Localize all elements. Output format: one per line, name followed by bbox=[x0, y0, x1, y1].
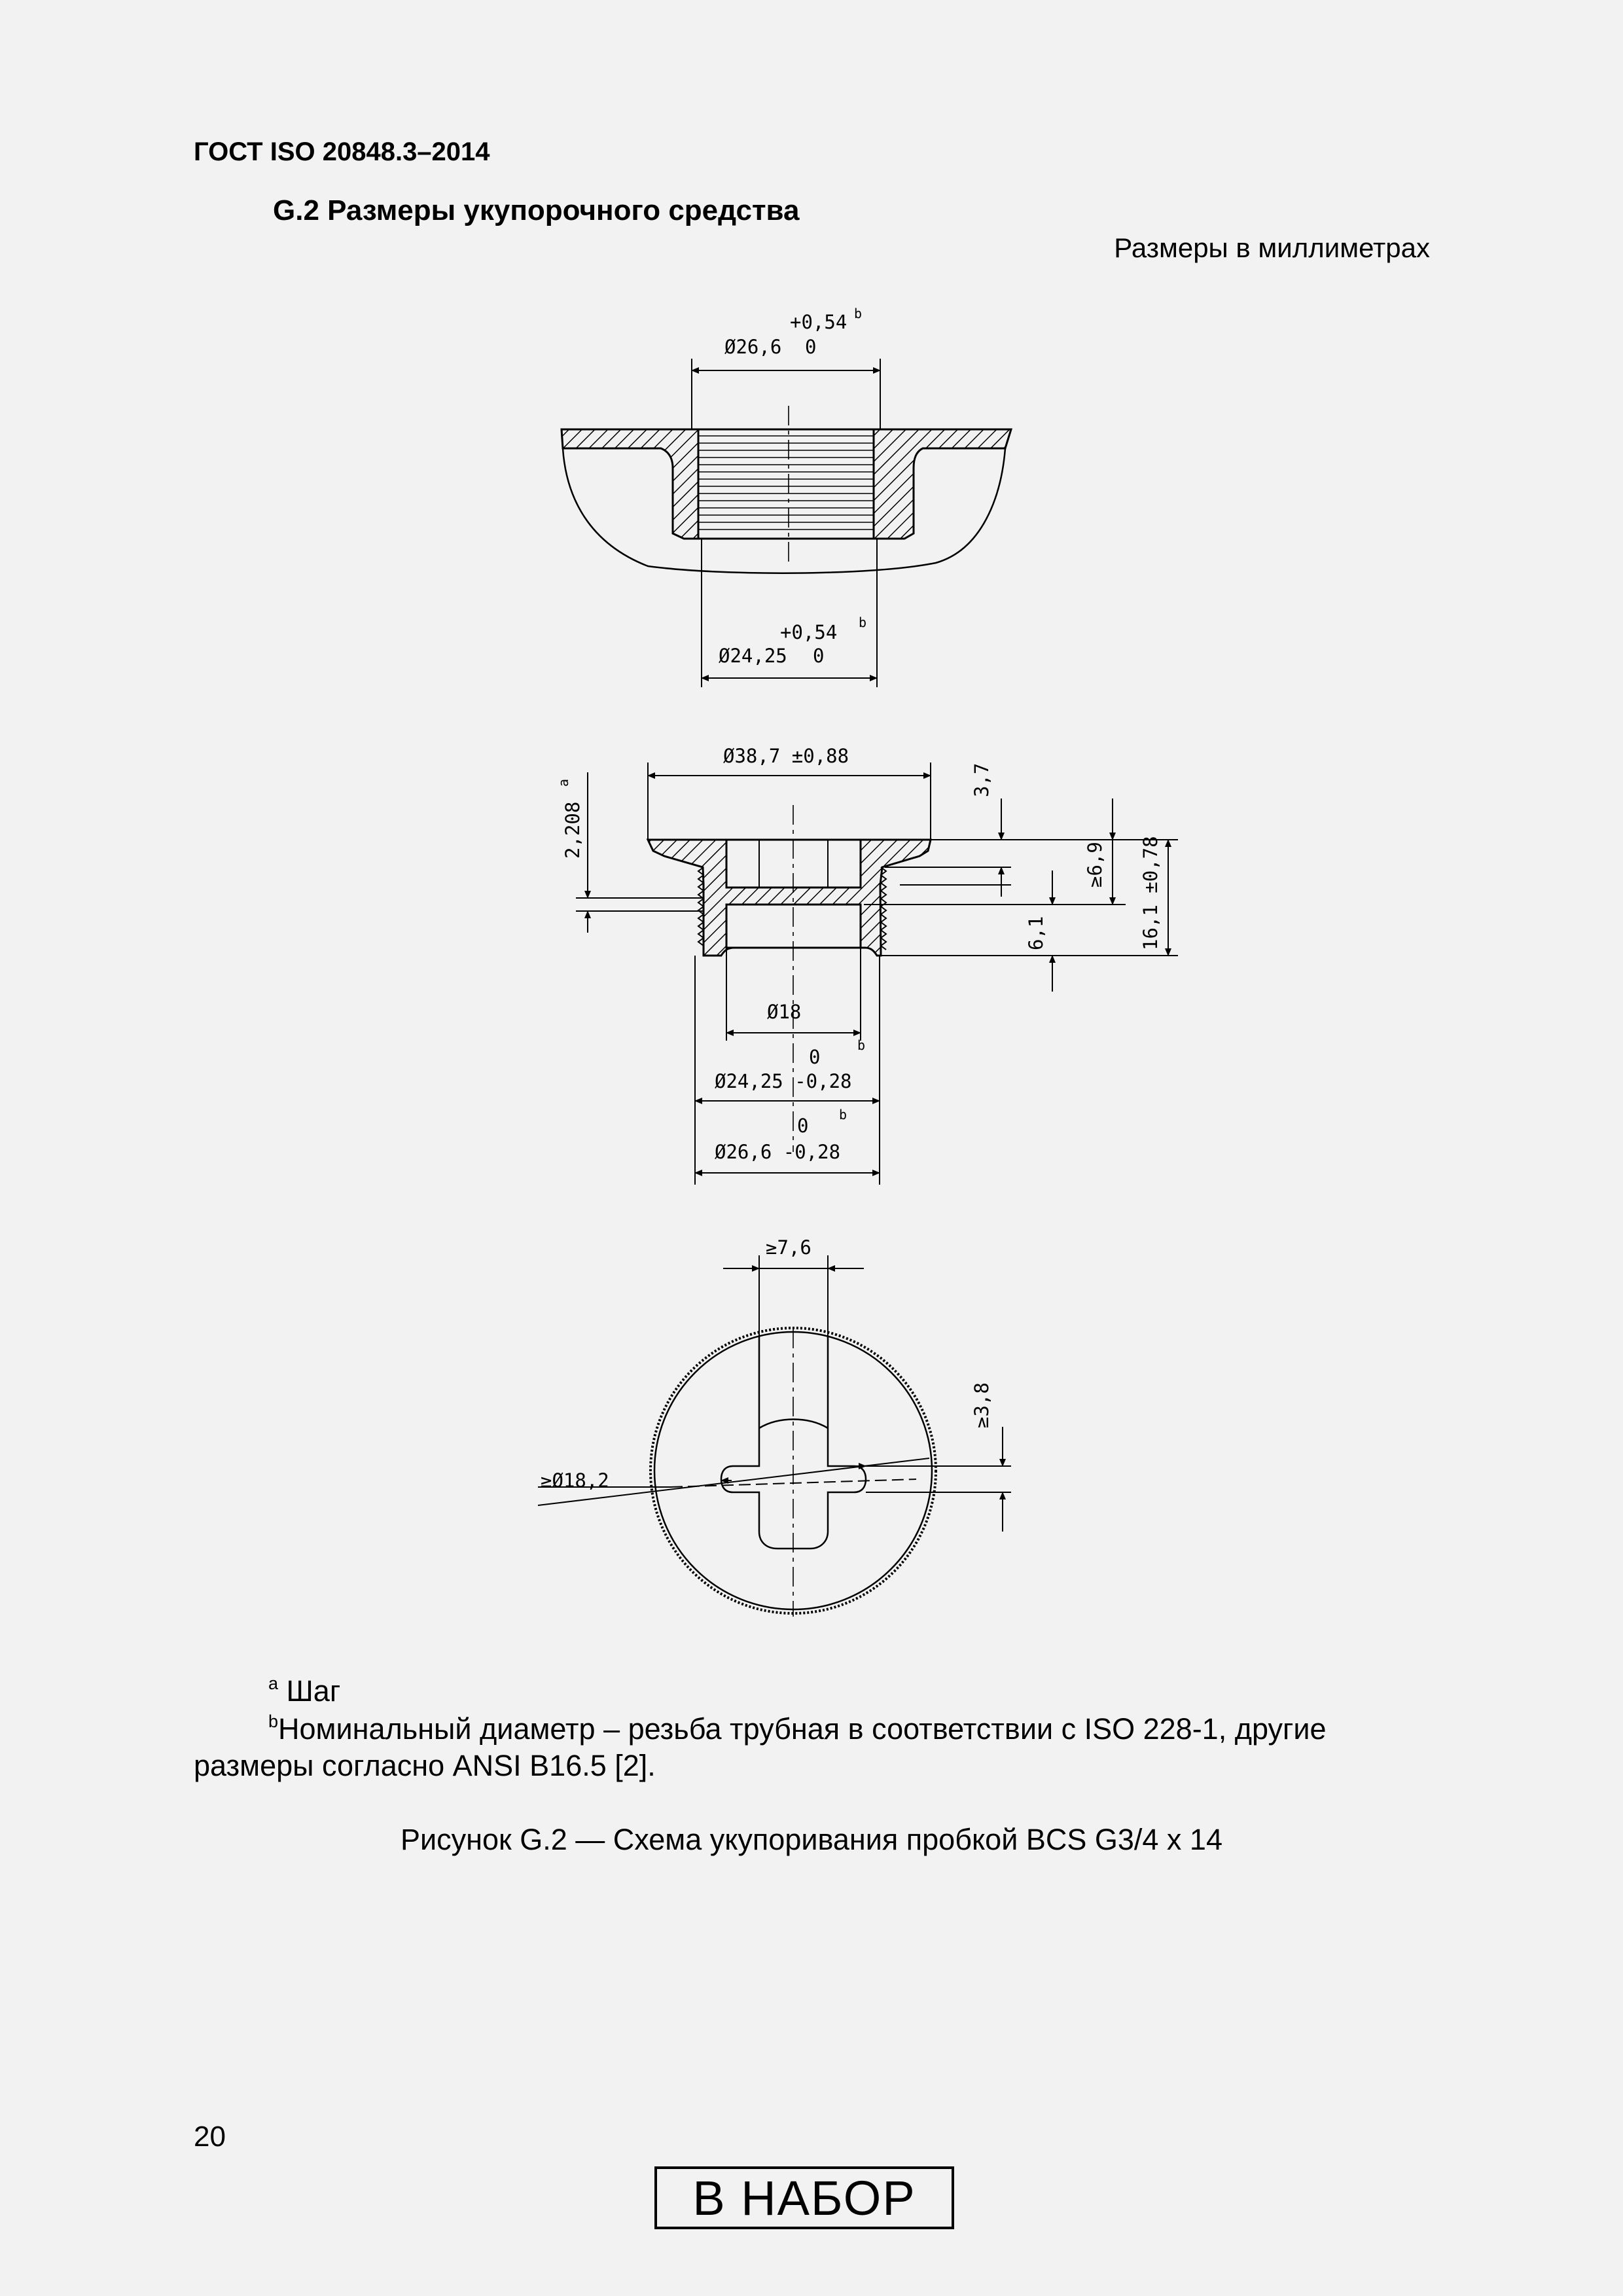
footnote-b-mark: b bbox=[268, 1712, 279, 1731]
figure-caption: Рисунок G.2 — Схема укупоривания пробкой BCS G3/4 x 14 bbox=[401, 1823, 1222, 1856]
footnote-a-mark: a bbox=[268, 1674, 279, 1693]
dim-pitch: 2,208 bbox=[562, 801, 584, 859]
dim-outer-diameter: ≥Ø18,2 bbox=[541, 1469, 609, 1492]
dim-upper-tol-zero: 0 bbox=[805, 336, 817, 358]
dim-upper-note: b bbox=[854, 306, 863, 321]
dim-major-zero: 0 bbox=[797, 1115, 809, 1137]
stopper-bottom-view bbox=[538, 1255, 1011, 1617]
dim-lower-tol-plus: +0,54 bbox=[780, 621, 838, 643]
dim-flange-height: 3,7 bbox=[971, 762, 993, 797]
dim-bore-diameter: Ø18 bbox=[767, 1001, 802, 1023]
dim-major-diameter: Ø26,6 -0,28 bbox=[715, 1141, 841, 1163]
dim-minor-zero: 0 bbox=[809, 1046, 821, 1068]
section-title: G.2 Размеры укупорочного средства bbox=[273, 194, 800, 226]
dim-lower-tol-zero: 0 bbox=[813, 645, 825, 667]
footnote-b-text: Номинальный диаметр – резьба трубная в соответствии с ISO 228-1, другие bbox=[278, 1712, 1327, 1746]
dim-minor-diameter: Ø24,25 -0,28 bbox=[715, 1070, 852, 1092]
dim-slot-width: ≥7,6 bbox=[766, 1236, 812, 1259]
stopper-section-view bbox=[576, 762, 1178, 1185]
dim-pitch-note: a bbox=[556, 778, 571, 787]
dim-major-note: b bbox=[839, 1107, 847, 1122]
dim-lower-value: Ø24,25 bbox=[719, 645, 787, 667]
dim-upper-tol-plus: +0,54 bbox=[790, 311, 847, 333]
dim-upper-value: Ø26,6 bbox=[724, 336, 782, 358]
document-code: ГОСТ ISO 20848.3–2014 bbox=[194, 137, 490, 166]
units-note: Размеры в миллиметрах bbox=[1114, 232, 1430, 263]
bottom-dimension-texts bbox=[541, 1236, 993, 1492]
dim-top-diameter: Ø38,7 ±0,88 bbox=[723, 745, 849, 767]
dim-thread-height: 6,1 bbox=[1025, 916, 1047, 950]
stamp-box: В НАБОР bbox=[654, 2166, 954, 2229]
dim-lower-note: b bbox=[859, 615, 867, 630]
dim-minor-note: b bbox=[857, 1037, 866, 1053]
footnote-b bbox=[268, 1711, 1446, 1748]
footnote-b-continuation: размеры согласно ANSI B16.5 [2]. bbox=[194, 1749, 656, 1782]
page-number: 20 bbox=[194, 2121, 226, 2153]
dim-total-height: 16,1 ±0,78 bbox=[1139, 836, 1162, 950]
footnote-a-text: Шаг bbox=[286, 1674, 341, 1708]
dim-slot-depth: ≥3,8 bbox=[971, 1382, 993, 1428]
footnote-a bbox=[268, 1673, 340, 1710]
dim-min-height: ≥6,9 bbox=[1084, 842, 1106, 888]
